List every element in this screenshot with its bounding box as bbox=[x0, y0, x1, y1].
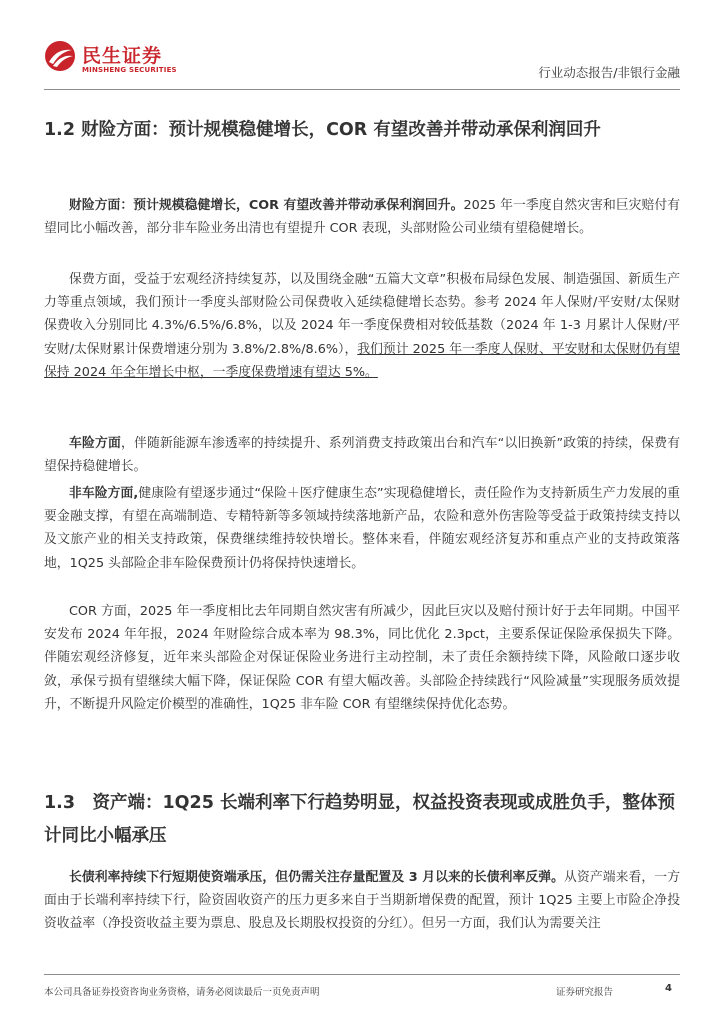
paragraph-auto-insurance bbox=[44, 432, 680, 478]
brand-name-cn: 民生证券 bbox=[82, 45, 163, 67]
footer-divider bbox=[44, 974, 680, 975]
paragraph-property-insurance-summary bbox=[44, 194, 680, 240]
footer-doc-type: 证券研究报告 bbox=[556, 987, 614, 998]
paragraph-body: 健康险有望逐步通过“保险＋医疗健康生态”实现稳健增长，责任险作为支持新质生产力发展的重要金融支撑，有望在高端制造、专精特新等多领域持续落地新产品，农险和意外伤害险等受益于政策持续支持以及文旅产业的相关支持政策，保费继续维持较快增长。整体来看，伴随宏观经济复苏和重点产业的支持政策落地，1Q25 头部险企非车险保费预计仍将保持快速增长。 bbox=[44, 486, 680, 571]
paragraph-body: COR 方面，2025 年一季度相比去年同期自然灾害有所减少，因此巨灾以及赔付预计好于去年同期。中国平安发布 2024 年年报，2024 年财险综合成本率为 98.3%，同比优化 2.3pct，主要系保证保险承保损失下降。伴随宏观经济修复，近年来头部险企对保证保险业务进行主动控制，未了责任余额持续下降，风险敞口逐步收敛，承保亏损有望继续大幅下降，保证保险 COR 有望大幅改善。头部险企持续践行“风险减量”实现服务质效提升，不断提升风险定价模型的准确性，1Q25 非车险 COR 有望继续保持优化态势。 bbox=[44, 604, 680, 712]
paragraph-lead-bold: 长债利率持续下行短期使资端承压，但仍需关注存量配置及 3 月以来的长债利率反弹。 bbox=[69, 870, 565, 885]
paragraph-body: 从资产端来看，一方面由于长端利率持续下行，险资固收资产的压力更多来自于当期新增保费的配置，预计 1Q25 主要上市险企净投资收益率（净投资收益主要为票息、股息及长期股权投资的分红）。但另一方面，我们认为需要关注 bbox=[44, 870, 680, 932]
minsheng-logo-icon bbox=[44, 40, 76, 72]
brand-name-en: MINSHENG SECURITIES bbox=[82, 66, 177, 74]
report-type: 行业动态报告/非银行金融 bbox=[538, 65, 680, 80]
paragraph-lead-bold: 非车险方面, bbox=[69, 486, 139, 501]
paragraph-lead-bold: 车险方面 bbox=[69, 436, 121, 451]
paragraph-body: 2025 年一季度自然灾害和巨灾赔付有望同比小幅改善，部分非车险业务出清也有望提升 COR 表现，头部财险公司业绩有望稳健增长。 bbox=[44, 198, 680, 237]
paragraph-body: ，伴随新能源车渗透率的持续提升、系列消费支持政策出台和汽车“以旧换新”政策的持续，保费有望保持稳健增长。 bbox=[44, 436, 681, 475]
paragraph-lead-bold: 财险方面：预计规模稳健增长，COR 有望改善并带动承保利润回升。 bbox=[69, 198, 464, 213]
paragraph-underlined-forecast: 我们预计 2025 年一季度人保财、平安财和太保财仍有望保持 2024 年全年增长中枢，一季度保费增速有望达 5%。 bbox=[44, 341, 680, 380]
paragraph-asset-side bbox=[44, 866, 680, 936]
footer-disclaimer: 本公司具备证券投资咨询业务资格，请务必阅读最后一页免责声明 bbox=[44, 987, 320, 998]
page-header bbox=[0, 0, 724, 90]
section-1-3-title: 1.3 资产端：1Q25 长端利率下行趋势明显，权益投资表现或成胜负手，整体预计同比小幅承压 bbox=[44, 793, 675, 846]
section-1-2-title: 1.2 财险方面：预计规模稳健增长，COR 有望改善并带动承保利润回升 bbox=[44, 120, 601, 140]
paragraph-body: 保费方面，受益于宏观经济持续复苏，以及围绕金融“五篇大文章”积极布局绿色发展、制造强国、新质生产力等重点领域，我们预计一季度头部财险公司保费收入延续稳健增长态势。参考 2024 年人保财/平安财/太保财保费收入分别同比 4.3%/6.5%/6.8%，以及 2024 年一季度保费相对较低基数（2024 年 1-3 月累计人保财/平安财/太保财累计保费增速分别为 3.8%/2.8%/8.6%）， bbox=[44, 272, 680, 357]
paragraph-premium bbox=[44, 268, 680, 384]
paragraph-non-auto-insurance bbox=[44, 482, 680, 575]
header-divider bbox=[44, 89, 680, 90]
paragraph-cor bbox=[44, 600, 680, 716]
page-number: 4 bbox=[665, 983, 672, 994]
